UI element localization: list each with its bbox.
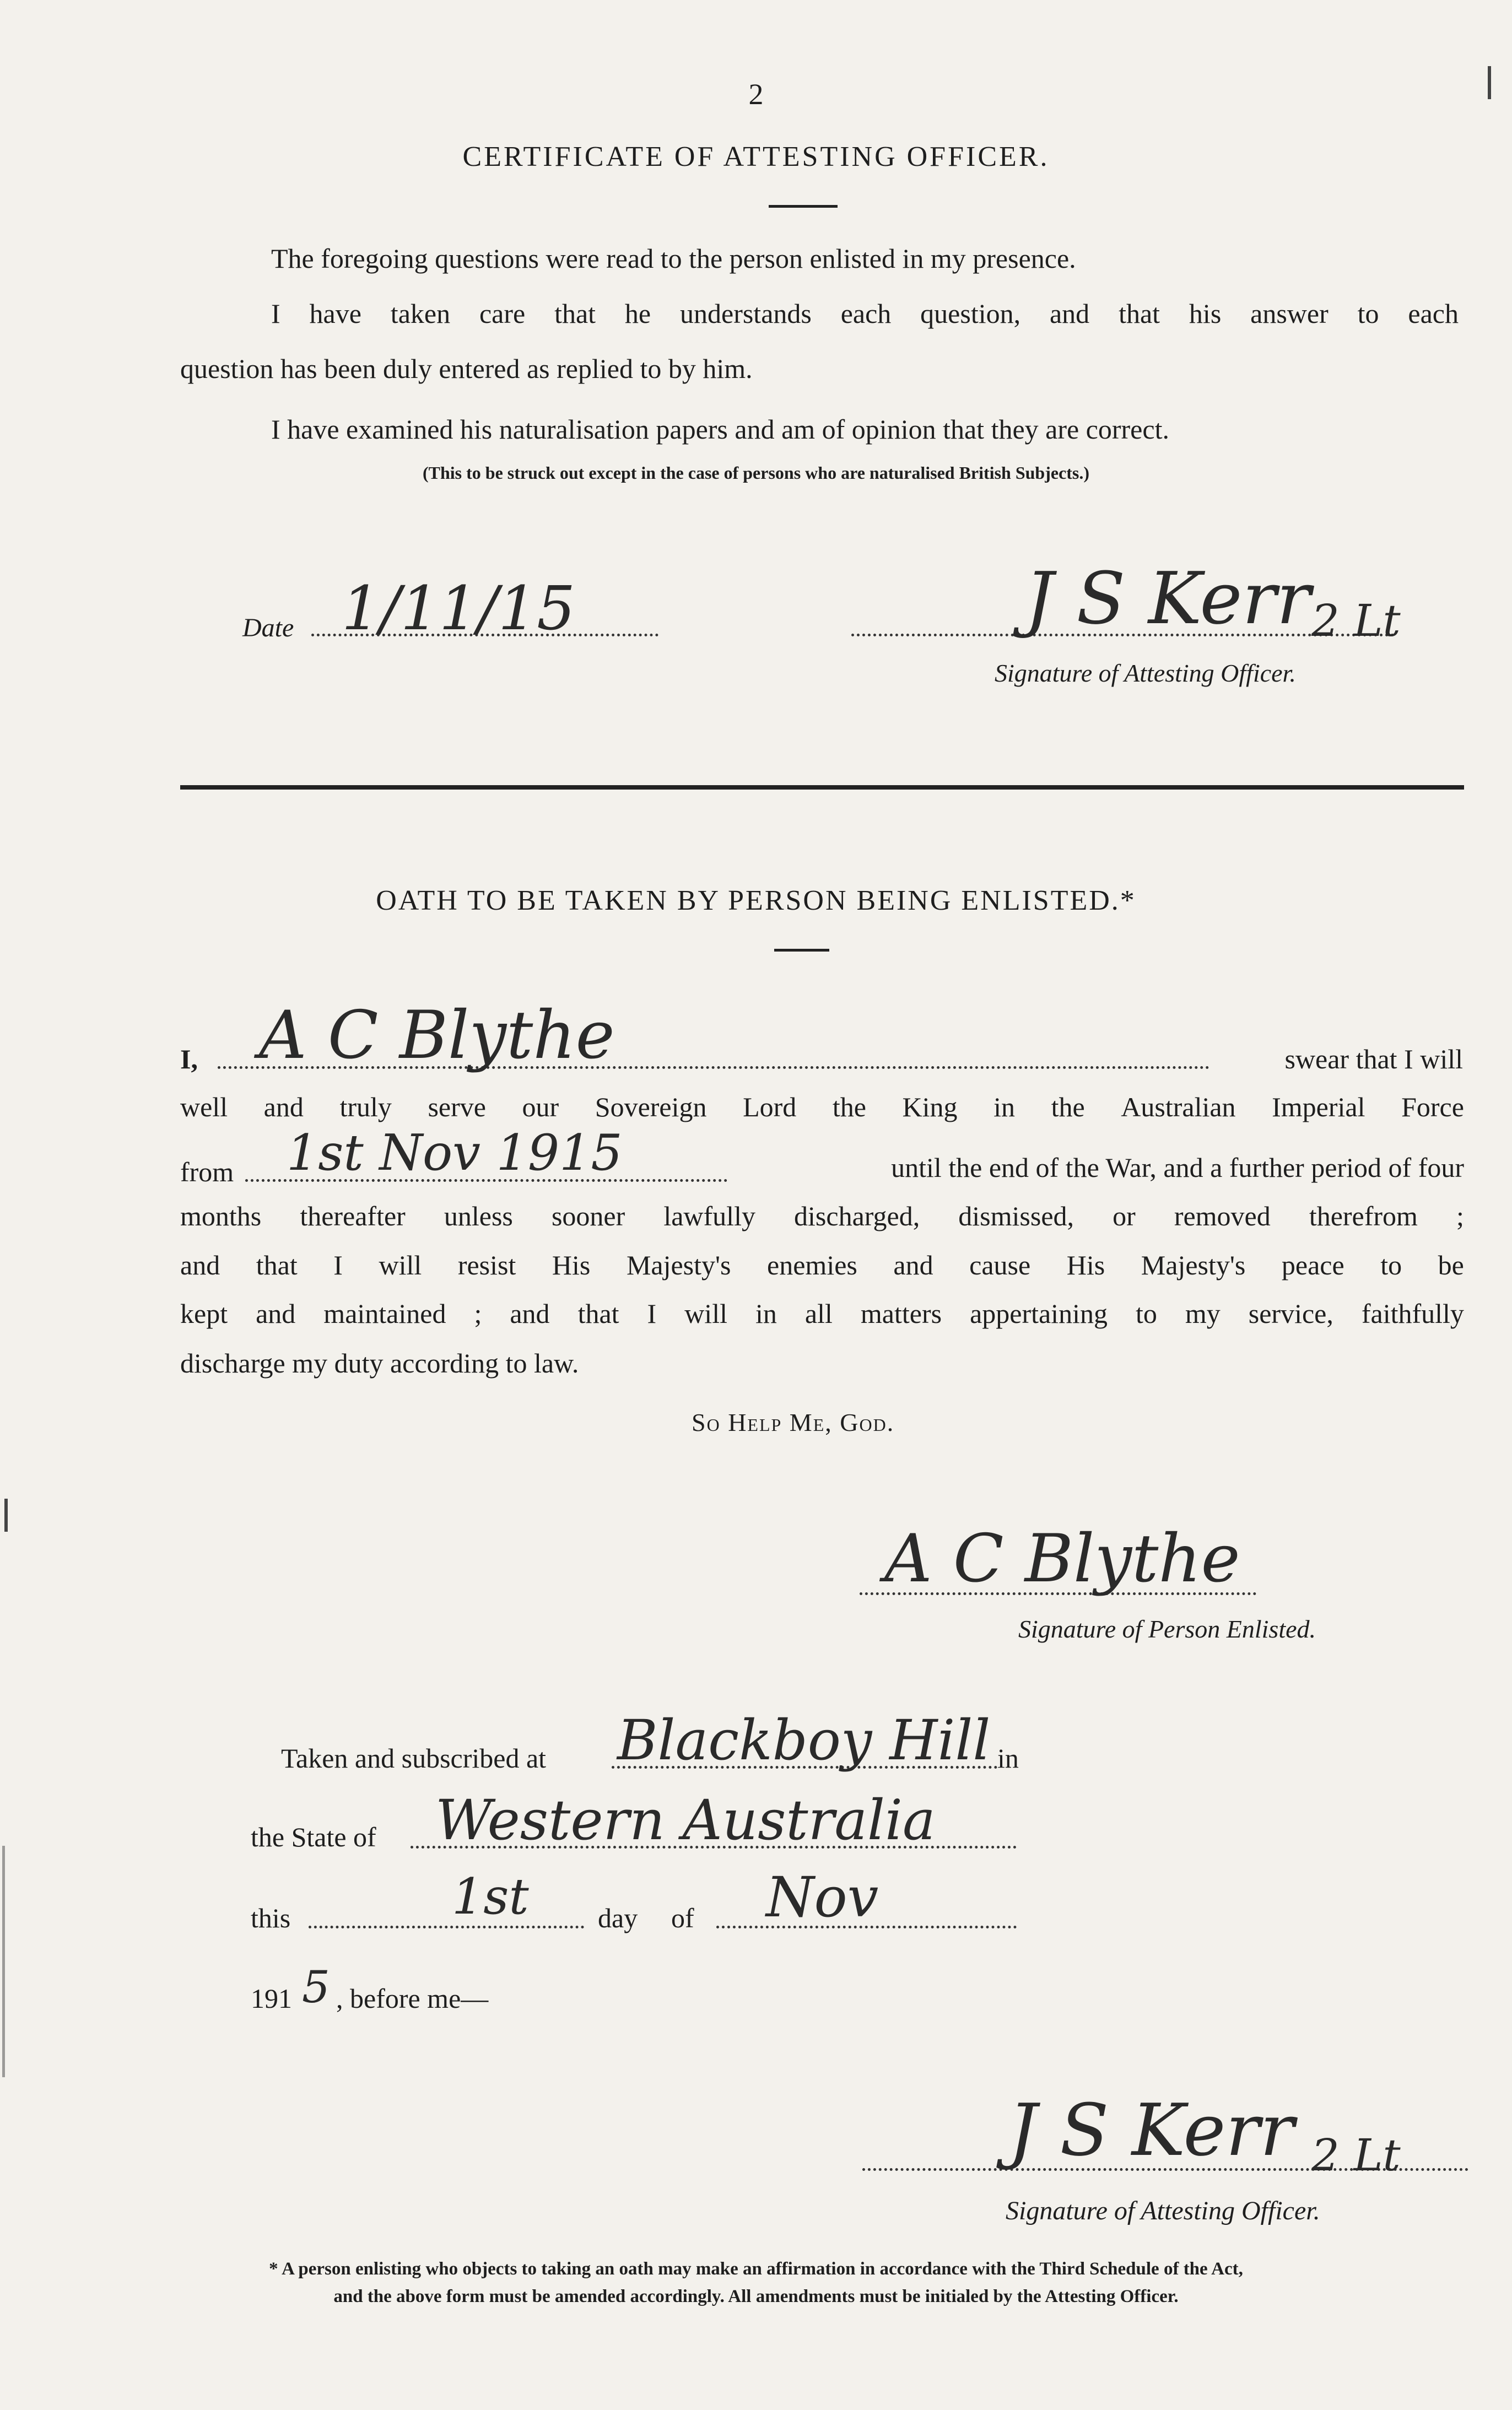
scan-margin-mark [2, 1846, 5, 2077]
day-handwritten: 1st [452, 1868, 529, 1926]
taken-label: Taken and subscribed at [281, 1743, 547, 1774]
oath-i-label: I, [180, 1044, 198, 1074]
oath-line-4: months thereafter unless sooner lawfully discharged, dismissed, or removed therefrom ; [180, 1201, 1464, 1231]
state-label: the State of [251, 1822, 376, 1852]
certificate-title: CERTIFICATE OF ATTESTING OFFICER. [462, 141, 1050, 172]
oath-from-label: from [180, 1157, 234, 1187]
oath-line-6: kept and maintained ; and that I will in all matters appertaining to my service, faithfully [180, 1298, 1464, 1329]
enlisted-signature-handwritten: A C Blythe [884, 1521, 1240, 1597]
officer-signature-suffix: 2 Lt [1311, 595, 1401, 646]
year-handwritten: 5 [302, 1961, 330, 2013]
oath-line-7: discharge my duty according to law. [180, 1348, 579, 1379]
oath-title-underline [774, 949, 829, 952]
enlisted-signature-label: Signature of Person Enlisted. [1018, 1615, 1316, 1643]
oath-line-5: and that I will resist His Majesty's enemies and cause His Majesty's peace to be [180, 1250, 1464, 1280]
scan-margin-mark [1488, 66, 1491, 99]
officer-signature-2-label: Signature of Attesting Officer. [1006, 2196, 1320, 2225]
officer-signature-2-handwritten: J S Kerr [1008, 2088, 1294, 2172]
taken-place-handwritten: Blackboy Hill [617, 1708, 991, 1773]
title-underline [769, 205, 838, 208]
day-label: day [598, 1903, 638, 1933]
certificate-para-1: The foregoing questions were read to the person enlisted in my presence. [271, 243, 1076, 274]
oath-line-1-end: swear that I will [1284, 1044, 1463, 1074]
oath-from-handwritten: 1st Nov 1915 [287, 1124, 623, 1182]
date-label: Date [242, 613, 294, 642]
officer-signature-label: Signature of Attesting Officer. [995, 659, 1296, 687]
state-handwritten: Western Australia [435, 1788, 936, 1852]
month-handwritten: Nov [766, 1865, 879, 1930]
oath-name-handwritten: A C Blythe [259, 997, 615, 1074]
certificate-para-2-line-2: question has been duly entered as replied to by him. [180, 353, 753, 384]
oath-line-3-end: until the end of the War, and a further period of four [891, 1152, 1464, 1183]
section-divider [180, 785, 1464, 790]
officer-signature-2-suffix: 2 Lt [1311, 2130, 1401, 2181]
naturalisation-note: (This to be struck out except in the case of persons who are naturalised British Subjects.) [422, 463, 1090, 483]
in-label: in [997, 1743, 1019, 1774]
certificate-para-3: I have examined his naturalisation papers and am of opinion that they are correct. [271, 414, 1169, 445]
day-dotted-line [309, 1926, 584, 1928]
oath-line-2: well and truly serve our Sovereign Lord the King in the Australian Imperial Force [180, 1091, 1464, 1122]
year-prefix: 191 [251, 1983, 292, 2014]
certificate-para-2-line-1: I have taken care that he understands each question, and that his answer to each [271, 298, 1459, 329]
officer-signature-handwritten: J S Kerr [1025, 556, 1311, 640]
footnote-line-2: and the above form must be amended accordingly. All amendments must be initialed by the Attesting Officer. [333, 2287, 1179, 2306]
oath-closing: So Help Me, God. [692, 1408, 895, 1436]
scan-margin-mark [4, 1499, 8, 1532]
oath-title: OATH TO BE TAKEN BY PERSON BEING ENLISTED.* [376, 885, 1136, 916]
this-label: this [251, 1903, 291, 1933]
of-label: of [671, 1903, 694, 1933]
footnote-line-1: * A person enlisting who objects to taking an oath may make an affirmation in accordance with the Third Schedule of the Act, [269, 2259, 1243, 2279]
page-number: 2 [748, 78, 764, 111]
date-handwritten: 1/11/15 [342, 573, 576, 644]
before-me-label: , before me— [336, 1983, 489, 2014]
